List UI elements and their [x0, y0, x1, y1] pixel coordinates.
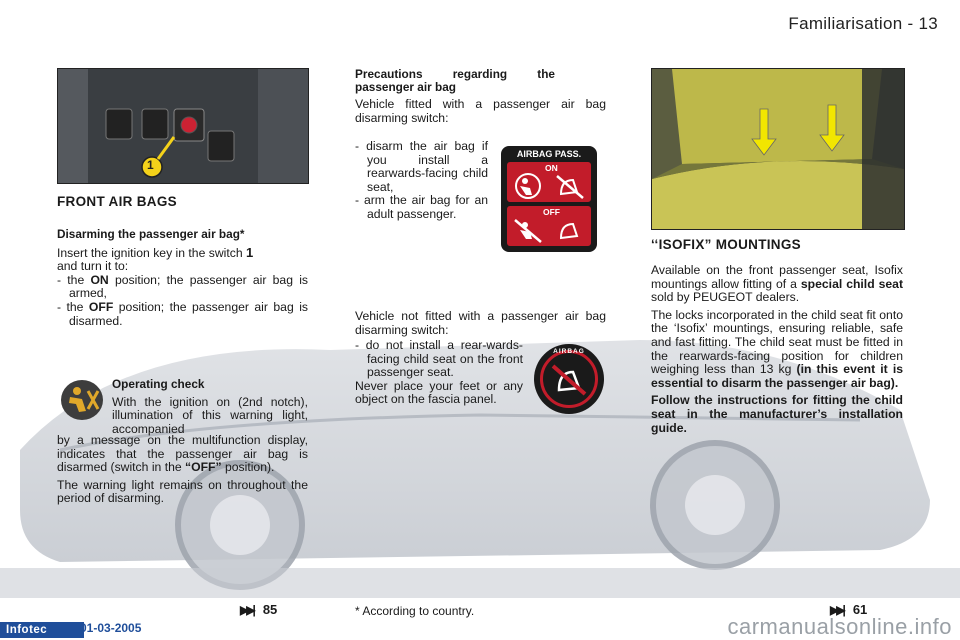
- page-link-number: 85: [262, 602, 278, 617]
- badge-off-panel: [507, 206, 591, 246]
- isofix-text-end: sold by PEUGEOT dealers.: [651, 290, 800, 305]
- left-column-text: [57, 228, 308, 332]
- bullet-on: [57, 274, 308, 301]
- page-title: Familiarisation - 13: [788, 14, 938, 33]
- footnote: * According to country.: [355, 604, 475, 618]
- not-fitted-block: [355, 310, 606, 337]
- child-seat-prohibited-icon: [549, 362, 589, 398]
- bullet-prefix: - the: [57, 272, 91, 287]
- badge-off-label: OFF: [543, 207, 560, 217]
- not-fitted-text: Vehicle not fitted with a passenger air bag disarming switch:: [355, 309, 606, 337]
- check-text-end: position).: [221, 460, 275, 475]
- section-title-isofix: ‘‘ISOFIX” MOUNTINGS: [651, 237, 801, 252]
- operating-check-text: With the ignition on (2nd notch), illumination of this warning light, accompanied: [112, 394, 308, 436]
- check-text: by a message on the multifunction display, indicates that the passenger air bag is disarmed (switch in the: [57, 433, 308, 475]
- isofix-paragraph-3: Follow the instructions for fitting the child seat in the manufacturer’s installation guide.: [651, 393, 903, 435]
- right-column-text: [651, 264, 903, 439]
- operating-check-title: Operating check: [112, 377, 205, 391]
- badge-on-panel: [507, 162, 591, 202]
- footer-date: 01-03-2005: [80, 621, 142, 635]
- bullet-off: [57, 301, 308, 328]
- watermark: carmanualsonline.info: [727, 614, 952, 639]
- bullet-on-text: position; the passenger air bag is armed,: [69, 272, 308, 301]
- intro-text-continued: and turn it to:: [57, 259, 129, 274]
- airbag-off-icon: [511, 216, 545, 244]
- bullet-no-rear-facing: - do not install a rear-wards-facing child seat on the front passenger seat.: [355, 338, 523, 380]
- infotec-brand: Infotec: [0, 622, 84, 638]
- bullet-disarm: - disarm the air bag if you install a rearwards-facing child seat,: [355, 139, 488, 194]
- airbag-pass-badge: [501, 146, 597, 252]
- airbag-warning-light-icon: [60, 379, 104, 421]
- callout-number: 1: [147, 158, 154, 172]
- switch-number: 1: [246, 244, 254, 260]
- operating-check-continued: [57, 434, 308, 510]
- fascia-warning: Never place your feet or any object on the fascia panel.: [355, 378, 523, 407]
- special-child-seat-keyword: special child seat: [800, 276, 903, 291]
- isofix-paragraph-2: [651, 309, 903, 391]
- airbag-on-icon: [511, 172, 545, 200]
- intro-paragraph: [57, 246, 308, 274]
- off-keyword: OFF: [88, 299, 114, 314]
- airbag-sign-label: AIRBAG: [553, 348, 585, 355]
- page-link-85[interactable]: [240, 602, 277, 617]
- isofix-paragraph-1: [651, 264, 903, 305]
- subtitle-disarming: Disarming the passenger air bag*: [57, 227, 245, 241]
- bullet-off-text: position; the passenger air bag is disarmed.: [69, 299, 308, 328]
- off-keyword: “OFF”: [185, 460, 222, 475]
- precautions-title: Precautions regarding the passenger air bag: [355, 67, 555, 94]
- operating-check-text-2: [57, 434, 308, 475]
- fitted-bullets: [355, 140, 488, 226]
- disarm-warning: (in this event it is essential to disarm the passenger air bag).: [651, 362, 903, 390]
- operating-check-block: [112, 378, 308, 436]
- double-arrow-icon: ▶▶|: [240, 603, 253, 617]
- badge-top-label: AIRBAG PASS.: [516, 149, 582, 159]
- isofix-locks-text: The locks incorporated in the child seat fit onto the ‘Isofix’ mountings, ensuring reliable, safe and fast fitting. The child seat must be fitted in the rearwards-facing position for children weighing less than 13 kg: [651, 307, 903, 377]
- isofix-text: Available on the front passenger seat, Isofix mountings allow fitting of a: [651, 263, 903, 291]
- on-keyword: ON: [90, 272, 109, 287]
- bullet-prefix: - the: [57, 299, 89, 314]
- double-arrow-icon: ▶▶|: [830, 603, 843, 617]
- no-child-seat-airbag-sign: [534, 344, 604, 414]
- fitted-switch-text: Vehicle fitted with a passenger air bag disarming switch:: [355, 97, 606, 125]
- child-seat-crossed-icon: [553, 172, 587, 200]
- section-title-front-air-bags: FRONT AIR BAGS: [57, 194, 177, 209]
- isofix-seat-photo: [651, 68, 905, 230]
- bullet-arm: - arm the air bag for an adult passenger.: [355, 193, 488, 221]
- page-link-number: 61: [852, 602, 868, 617]
- switch-panel-photo: [57, 68, 309, 184]
- warning-light-duration: The warning light remains on throughout the period of disarming.: [57, 477, 308, 506]
- not-fitted-details: [355, 339, 523, 407]
- intro-text: Insert the ignition key in the switch: [57, 245, 247, 260]
- child-seat-icon: [553, 216, 587, 244]
- precautions-block: [355, 68, 606, 135]
- badge-on-label: ON: [545, 163, 558, 173]
